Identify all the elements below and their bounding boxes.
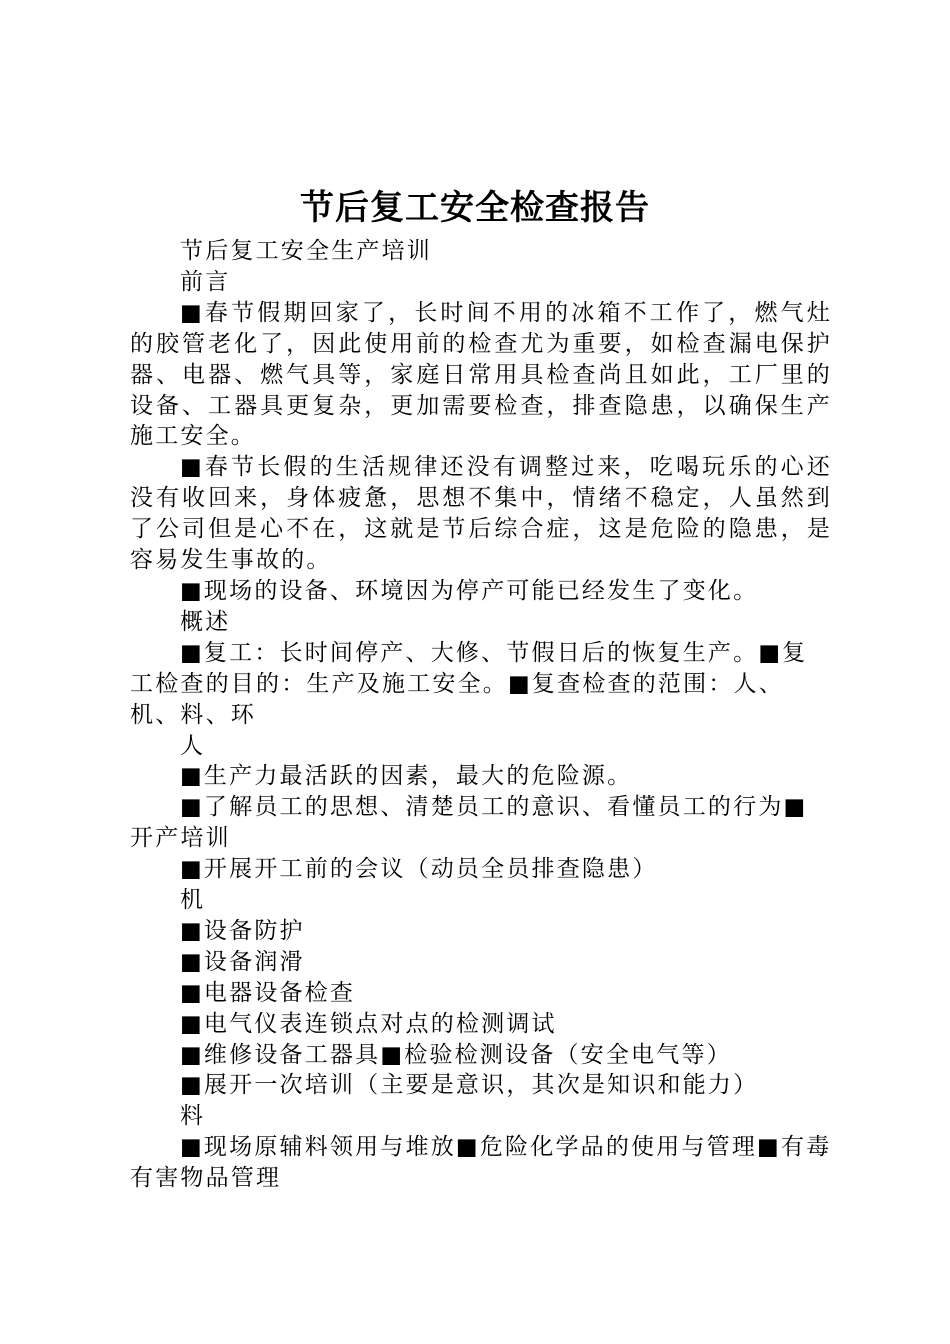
list-item: ■展开一次培训（主要是意识，其次是知识和能力） xyxy=(180,1072,759,1099)
section-heading-preface: 前言 xyxy=(180,268,231,295)
list-item: ■电气仪表连锁点对点的检测调试 xyxy=(180,1010,557,1037)
section-heading-material: 料 xyxy=(180,1103,206,1130)
list-item: ■现场原辅料领用与堆放■危险化学品的使用与管理■有毒有害物品管理 xyxy=(130,1134,832,1192)
list-item: ■开展开工前的会议（动员全员排查隐患） xyxy=(180,856,658,883)
list-item: ■了解员工的思想、清楚员工的意识、看懂员工的行为■开产培训 xyxy=(130,794,808,852)
document-body xyxy=(130,236,832,1194)
document-title: 节后复工安全检查报告 xyxy=(300,188,650,228)
section-heading-overview: 概述 xyxy=(180,608,231,635)
body-paragraph: ■春节假期回家了，长时间不用的冰箱不工作了，燃气灶的胶管老化了，因此使用前的检查尤为重要，如检查漏电保护器、电器、燃气具等，家庭日常用具检查尚且如此，工厂里的设备、工器具更复杂，更加需要检查，排查隐患，以确保生产施工安全。 xyxy=(130,299,832,450)
body-paragraph: ■现场的设备、环境因为停产可能已经发生了变化。 xyxy=(180,577,759,604)
subtitle-paragraph: 节后复工安全生产培训 xyxy=(180,238,432,264)
section-heading-machine: 机 xyxy=(180,887,206,914)
body-paragraph: ■春节长假的生活规律还没有调整过来，吃喝玩乐的心还没有收回来，身体疲惫，思想不集中，情绪不稳定，人虽然到了公司但是心不在，这就是节后综合症，这是危险的隐患，是容易发生事故的。 xyxy=(130,454,832,574)
section-heading-people: 人 xyxy=(180,732,206,759)
list-item: ■生产力最活跃的因素，最大的危险源。 xyxy=(180,763,633,790)
list-item: ■设备防护 xyxy=(180,917,305,944)
list-item: ■电器设备检查 xyxy=(180,979,356,1006)
body-paragraph: ■复工：长时间停产、大修、节假日后的恢复生产。■复工检查的目的：生产及施工安全。■复查检查的范围：人、机、料、环 xyxy=(130,639,808,728)
list-item: ■设备润滑 xyxy=(180,948,305,975)
list-item: ■维修设备工器具■检验检测设备（安全电气等） xyxy=(180,1041,732,1068)
